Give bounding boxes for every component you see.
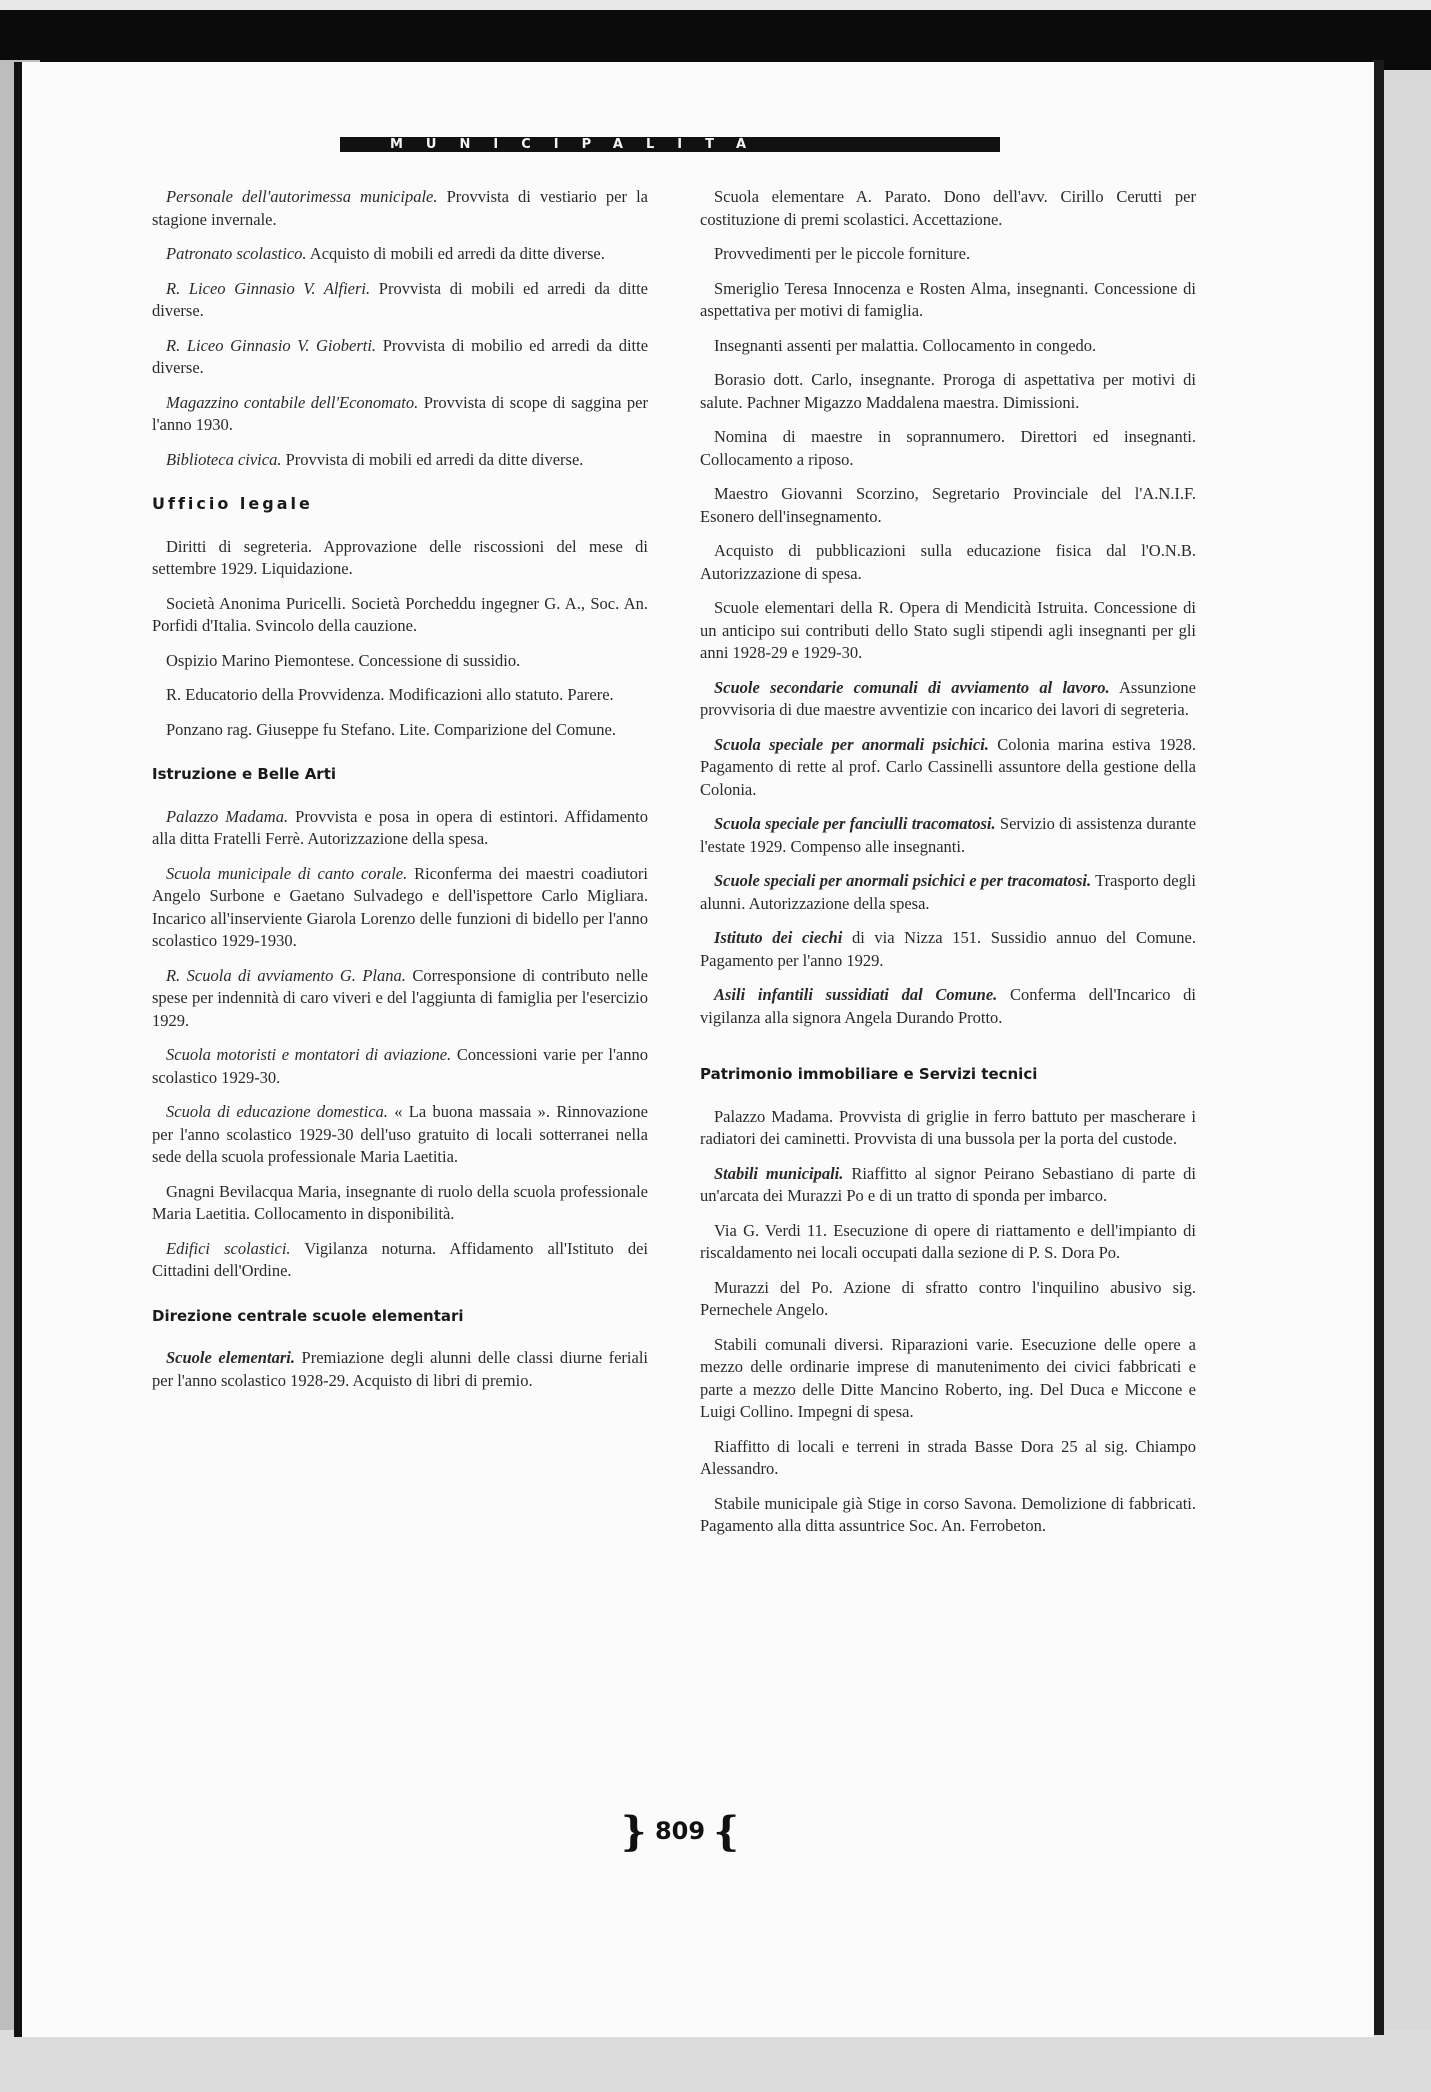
entry-text: Assunzione provvisoria di due maestre avventizie con incarico dei lavori di segreteria. — [700, 677, 1197, 719]
entry-lead: Scuola speciale per anormali psichici. — [714, 734, 989, 754]
document-entry — [152, 536, 648, 581]
left-entries-group-1 — [152, 186, 648, 471]
entry-lead: Stabili municipali. — [714, 1163, 844, 1183]
entry-text: Provvista di vestiario per la stagione invernale. — [152, 187, 648, 229]
entry-text: Borasio dott. Carlo, insegnante. Proroga di aspettativa per motivi di salute. Pachner Migazzo Maddalena maestra. Dimissioni. — [700, 370, 1196, 412]
entry-text: Maestro Giovanni Scorzino, Segretario Provinciale del l'A.N.I.F. Esonero dell'insegnamento. — [700, 484, 1196, 526]
entry-text: Provvista e posa in opera di estintori. Affidamento alla ditta Fratelli Ferrè. Autorizzazione della spesa. — [152, 806, 649, 848]
entry-lead: Scuola speciale per fanciulli tracomatosi. — [714, 814, 996, 833]
entry-text: Nomina di maestre in soprannumero. Direttori ed insegnanti. Collocamento a riposo. — [700, 427, 1196, 469]
entry-lead: Biblioteca civica. — [166, 449, 282, 469]
entry-text: Colonia marina estiva 1928. Pagamento di rette al prof. Carlo Cassinelli assuntore della gestione della Colonia. — [700, 734, 1197, 799]
entry-text: Provvedimenti per le piccole forniture. — [714, 244, 971, 263]
document-entry — [152, 1347, 648, 1392]
entry-text: Scuola elementare A. Parato. Dono dell'avv. Cirillo Cerutti per costituzione di premi scolastici. Accettazione. — [700, 187, 1196, 229]
entry-text: Smeriglio Teresa Innocenza e Rosten Alma, insegnanti. Concessione di aspettativa per motivi di famiglia. — [700, 278, 1196, 320]
entry-lead: Patronato scolastico. — [166, 244, 307, 263]
right-entries-group-1 — [700, 186, 1196, 665]
entry-lead: Magazzino contabile dell'Economato. — [166, 392, 419, 412]
document-entry — [700, 335, 1196, 358]
document-entry — [700, 597, 1196, 665]
document-entry — [152, 593, 648, 638]
entry-lead: Palazzo Madama. — [166, 806, 289, 826]
document-entry — [700, 243, 1196, 266]
entry-lead: Personale dell'autorimessa municipale. — [166, 187, 438, 206]
left-brace-ornament: } — [620, 1808, 647, 1855]
left-column — [152, 186, 648, 1404]
heading-istruzione: Istruzione e Belle Arti — [152, 765, 337, 783]
entry-text: Corresponsione di contributo nelle spese per indennità di caro viveri e del l'aggiunta di famiglia per l'esercizio 1929. — [152, 965, 649, 1030]
document-entry — [700, 369, 1196, 414]
document-entry — [152, 684, 648, 707]
document-entry — [700, 1436, 1196, 1481]
entry-text: Ospizio Marino Piemontese. Concessione di sussidio. — [166, 650, 521, 670]
entry-text: Diritti di segreteria. Approvazione delle riscossioni del mese di settembre 1929. Liquidazione. — [152, 536, 648, 578]
entry-lead: Scuola municipale di canto corale. — [166, 863, 408, 883]
entry-text: Provvista di mobili ed arredi da ditte diverse. — [152, 278, 648, 320]
entry-text: Concessioni varie per l'anno scolastico 1929-30. — [152, 1045, 648, 1087]
entry-text: Provvista di mobilio ed arredi da ditte diverse. — [152, 335, 649, 377]
entry-text: Riaffitto al signor Peirano Sebastiano di parte di un'arcata dei Murazzi Po e di un tratto di sponda per imbarco. — [700, 1163, 1196, 1205]
document-entry — [152, 1181, 648, 1226]
entry-text: Acquisto di pubblicazioni sulla educazione fisica dal l'O.N.B. Autorizzazione di spesa. — [700, 541, 1196, 583]
document-entry — [700, 813, 1196, 858]
heading-direzione: Direzione centrale scuole elementari — [152, 1306, 464, 1325]
document-entry — [152, 449, 648, 472]
entry-lead: Asili infantili sussidiati dal Comune. — [714, 985, 998, 1004]
entry-lead: Scuola motoristi e montatori di aviazione. — [166, 1045, 452, 1064]
entry-text: Società Anonima Puricelli. Società Porcheddu ingegner G. A., Soc. An. Porfidi d'Italia. Svincolo della cauzione. — [152, 593, 648, 635]
document-entry — [700, 1106, 1196, 1151]
document-entry — [700, 1334, 1196, 1424]
entry-text: Provvista di mobili ed arredi da ditte diverse. — [285, 449, 584, 469]
direzione-entries — [152, 1347, 648, 1392]
document-entry — [152, 806, 648, 851]
document-entry — [152, 1238, 648, 1283]
entry-text: Palazzo Madama. Provvista di griglie in ferro battuto per mascherare i radiatori dei caminetti. Provvista di una bussola per la porta del custode. — [700, 1106, 1196, 1148]
document-entry — [152, 278, 648, 323]
document-entry — [700, 1277, 1196, 1322]
entry-text: Insegnanti assenti per malattia. Collocamento in congedo. — [714, 335, 1097, 355]
istruzione-entries — [152, 806, 648, 1283]
document-entry — [700, 1220, 1196, 1265]
document-entry — [152, 863, 648, 953]
legale-entries — [152, 536, 648, 742]
document-entry — [152, 392, 648, 437]
document-entry — [700, 426, 1196, 471]
heading-ufficio-legale: Ufficio legale — [152, 494, 313, 513]
entry-text: Provvista di scope di saggina per l'anno 1930. — [152, 392, 648, 434]
entry-text: Acquisto di mobili ed arredi da ditte diverse. — [309, 244, 605, 263]
document-entry — [152, 186, 648, 231]
document-entry — [700, 278, 1196, 323]
entry-text: Premiazione degli alunni delle classi diurne feriali per l'anno scolastico 1928-29. Acquisto di libri di premio. — [152, 1348, 649, 1390]
entry-text: di via Nizza 151. Sussidio annuo del Comune. Pagamento per l'anno 1929. — [700, 928, 1197, 970]
entry-lead: R. Liceo Ginnasio V. Alfieri. — [166, 278, 371, 298]
entry-lead: Edifici scolastici. — [166, 1238, 291, 1258]
document-entry — [152, 335, 648, 380]
entry-text: Stabile municipale già Stige in corso Savona. Demolizione di fabbricati. Pagamento alla ditta assuntrice Soc. An. Ferrobeton. — [700, 1493, 1196, 1535]
entry-lead: Istituto dei ciechi — [714, 928, 843, 947]
document-entry — [152, 719, 648, 742]
document-entry — [700, 540, 1196, 585]
scan-dark-border — [0, 10, 1431, 70]
entry-lead: Scuole speciali per anormali psichici e per tracomatosi. — [714, 871, 1092, 890]
entry-text: Vigilanza noturna. Affidamento all'Istituto dei Cittadini dell'Ordine. — [152, 1238, 648, 1280]
document-entry — [700, 870, 1196, 915]
entry-lead: Scuole secondarie comunali di avviamento al lavoro. — [714, 677, 1110, 697]
entry-text: Gnagni Bevilacqua Maria, insegnante di ruolo della scuola professionale Maria Laetitia. Collocamento in disponibilità. — [152, 1181, 648, 1223]
document-entry — [700, 984, 1196, 1029]
right-brace-ornament: { — [713, 1808, 740, 1855]
document-entry — [700, 1163, 1196, 1208]
entry-text: Servizio di assistenza durante l'estate 1929. Compenso alle insegnanti. — [700, 814, 1197, 856]
right-entries-group-2 — [700, 677, 1196, 1030]
right-column — [700, 186, 1196, 1550]
document-entry — [700, 927, 1196, 972]
entry-text: Trasporto degli alunni. Autorizzazione della spesa. — [700, 871, 1196, 913]
entry-text: Conferma dell'Incarico di vigilanza alla signora Angela Durando Protto. — [700, 985, 1197, 1027]
document-entry — [152, 243, 648, 266]
entry-text: Stabili comunali diversi. Riparazioni varie. Esecuzione delle opere a mezzo delle ordinarie imprese di manutenimento dei civici fabbricati e parte a mezzo delle Ditte Mancino Roberto, ing. Del Duca e Miccone e Luigi Collino. Impegni di spesa. — [700, 1334, 1196, 1421]
page-number-value: 809 — [654, 1817, 706, 1845]
document-entry — [152, 965, 648, 1033]
entry-text: Murazzi del Po. Azione di sfratto contro l'inquilino abusivo sig. Pernechele Angelo. — [700, 1277, 1196, 1319]
document-entry — [700, 1493, 1196, 1538]
document-entry — [700, 483, 1196, 528]
page-number — [600, 1808, 760, 1855]
entry-text: Ponzano rag. Giuseppe fu Stefano. Lite. Comparizione del Comune. — [166, 719, 616, 739]
document-entry — [152, 650, 648, 673]
document-entry — [152, 1044, 648, 1089]
document-entry — [152, 1101, 648, 1169]
entry-text: Scuole elementari della R. Opera di Mendicità Istruita. Concessione di un anticipo sui contributi dello Stato sugli stipendi agli insegnanti per gli anni 1928-29 e 1929-30. — [700, 598, 1196, 662]
heading-patrimonio: Patrimonio immobiliare e Servizi tecnici — [700, 1065, 1038, 1083]
entry-text: « La buona massaia ». Rinnovazione per l'anno scolastico 1929-30 dell'uso gratuito di locali sotterranei nella sede della scuola professionale Maria Laetitia. — [152, 1102, 648, 1166]
entry-lead: R. Scuola di avviamento G. Plana. — [166, 965, 406, 985]
patrimonio-entries — [700, 1106, 1196, 1538]
document-entry — [700, 734, 1196, 802]
entry-text: R. Educatorio della Provvidenza. Modificazioni allo statuto. Parere. — [166, 685, 614, 704]
entry-text: Riaffitto di locali e terreni in strada Basse Dora 25 al sig. Chiampo Alessandro. — [700, 1436, 1196, 1478]
scan-bottom-margin — [0, 2030, 1431, 2092]
running-header: MUNICIPALITÀ — [340, 137, 1000, 152]
entry-lead: Scuola di educazione domestica. — [166, 1102, 388, 1121]
entry-text: Via G. Verdi 11. Esecuzione di opere di riattamento e dell'impianto di riscaldamento nei locali occupati dalla sezione di P. S. Dora Po. — [700, 1220, 1196, 1262]
entry-lead: R. Liceo Ginnasio V. Gioberti. — [166, 335, 377, 355]
document-entry — [700, 186, 1196, 231]
document-entry — [700, 677, 1196, 722]
entry-lead: Scuole elementari. — [166, 1348, 295, 1367]
entry-text: Riconferma dei maestri coadiutori Angelo Surbone e Gaetano Sulvadego e dell'ispettore Carlo Migliara. Incarico all'inserviente Giarola Lorenzo delle funzioni di bidello per l'anno scolastico 1929-1930. — [152, 863, 648, 950]
